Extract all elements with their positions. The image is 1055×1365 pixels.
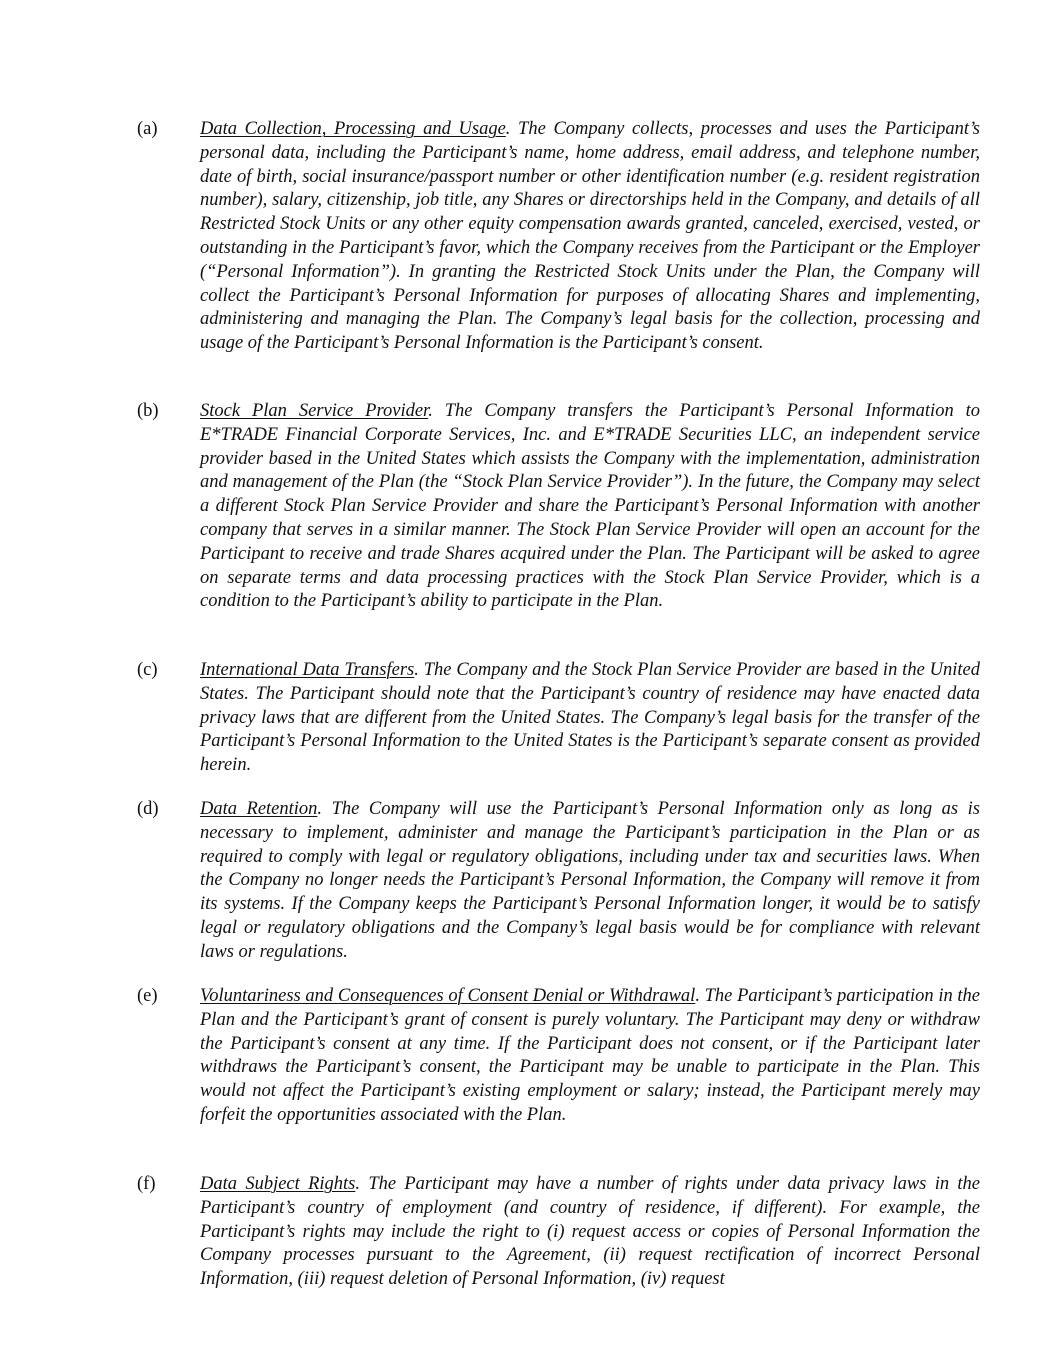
clause-heading: Data Subject Rights (200, 1174, 356, 1194)
clause-heading: Stock Plan Service Provider (200, 401, 429, 421)
clause-body (200, 985, 980, 1128)
clause-text: . The Company collects, processes and uses the Participant’s personal data, including the Participant’s name, home address, email address, and telephone number, date of birth, social insurance/passport number or other identification number (e.g. resident registration number), salary, citizenship, job title, any Shares or directorships held in the Company, and details of all Restricted Stock Units or any other equity compensation awards granted, canceled, exercised, vested, or outstanding in the Participant’s favor, which the Company receives from the Participant or the Employer (“Personal Information”). In granting the Restricted Stock Units under the Plan, the Company will collect the Participant’s Personal Information for purposes of allocating Shares and implementing, administering and managing the Plan. The Company’s legal basis for the collection, processing and usage of the Participant’s Personal Information is the Participant’s consent. (200, 119, 980, 354)
clause-body (200, 1173, 980, 1292)
clause-heading: Data Collection, Processing and Usage (200, 119, 506, 139)
clause-text: . The Company transfers the Participant’s Personal Information to E*TRADE Financial Corporate Services, Inc. and E*TRADE Securities LLC, an independent service provider based in the United States which assists the Company with the implementation, administration and management of the Plan (the “Stock Plan Service Provider”). In the future, the Company may select a different Stock Plan Service Provider and share the Participant’s Personal Information with another company that serves in a similar manner. The Stock Plan Service Provider will open an account for the Participant to receive and trade Shares acquired under the Plan. The Participant will be asked to agree on separate terms and data processing practices with the Stock Plan Service Provider, which is a condition to the Participant’s ability to participate in the Plan. (200, 401, 980, 612)
clause-label: (f) (137, 1174, 156, 1194)
clause-heading: International Data Transfers (200, 660, 415, 680)
clause-label: (c) (137, 660, 158, 680)
clause-text: . The Participant’s participation in the Plan and the Participant’s grant of consent is purely voluntary. The Participant may deny or withdraw the Participant’s consent at any time. If the Participant does not consent, or if the Participant later withdraws the Participant’s consent, the Participant may be unable to participate in the Plan. This would not affect the Participant’s existing employment or salary; instead, the Participant merely may forfeit the opportunities associated with the Plan. (200, 986, 980, 1125)
clause-text: . The Company will use the Participant’s Personal Information only as long as is necessary to implement, administer and manage the Participant’s participation in the Plan or as required to comply with legal or regulatory obligations, including under tax and securities laws. When the Company no longer needs the Participant’s Personal Information, the Company will remove it from its systems. If the Company keeps the Participant’s Personal Information longer, it would be to satisfy legal or regulatory obligations and the Company’s legal basis would be for compliance with relevant laws or regulations. (200, 799, 980, 962)
clause-label: (d) (137, 799, 159, 819)
clause-body (200, 659, 980, 778)
clause-body (200, 400, 980, 614)
clause-text: . The Company and the Stock Plan Service Provider are based in the United States. The Participant should note that the Participant’s country of residence may have enacted data privacy laws that are different from the United States. The Company’s legal basis for the transfer of the Participant’s Personal Information to the United States is the Participant’s separate consent as provided herein. (200, 660, 980, 776)
clause-body (200, 118, 980, 356)
clause-text: . The Participant may have a number of rights under data privacy laws in the Participant’s country of employment (and country of residence, if different). For example, the Participant’s rights may include the right to (i) request access or copies of Personal Information the Company processes pursuant to the Agreement, (ii) request rectification of incorrect Personal Information, (iii) request deletion of Personal Information, (iv) request (200, 1174, 981, 1290)
clause-label: (e) (137, 986, 158, 1006)
clause-label: (b) (137, 401, 159, 421)
clause-label: (a) (137, 119, 158, 139)
clause-heading: Data Retention (200, 799, 318, 819)
clause-heading: Voluntariness and Consequences of Consent Denial or Withdrawal (200, 986, 696, 1006)
clause-body (200, 798, 980, 965)
